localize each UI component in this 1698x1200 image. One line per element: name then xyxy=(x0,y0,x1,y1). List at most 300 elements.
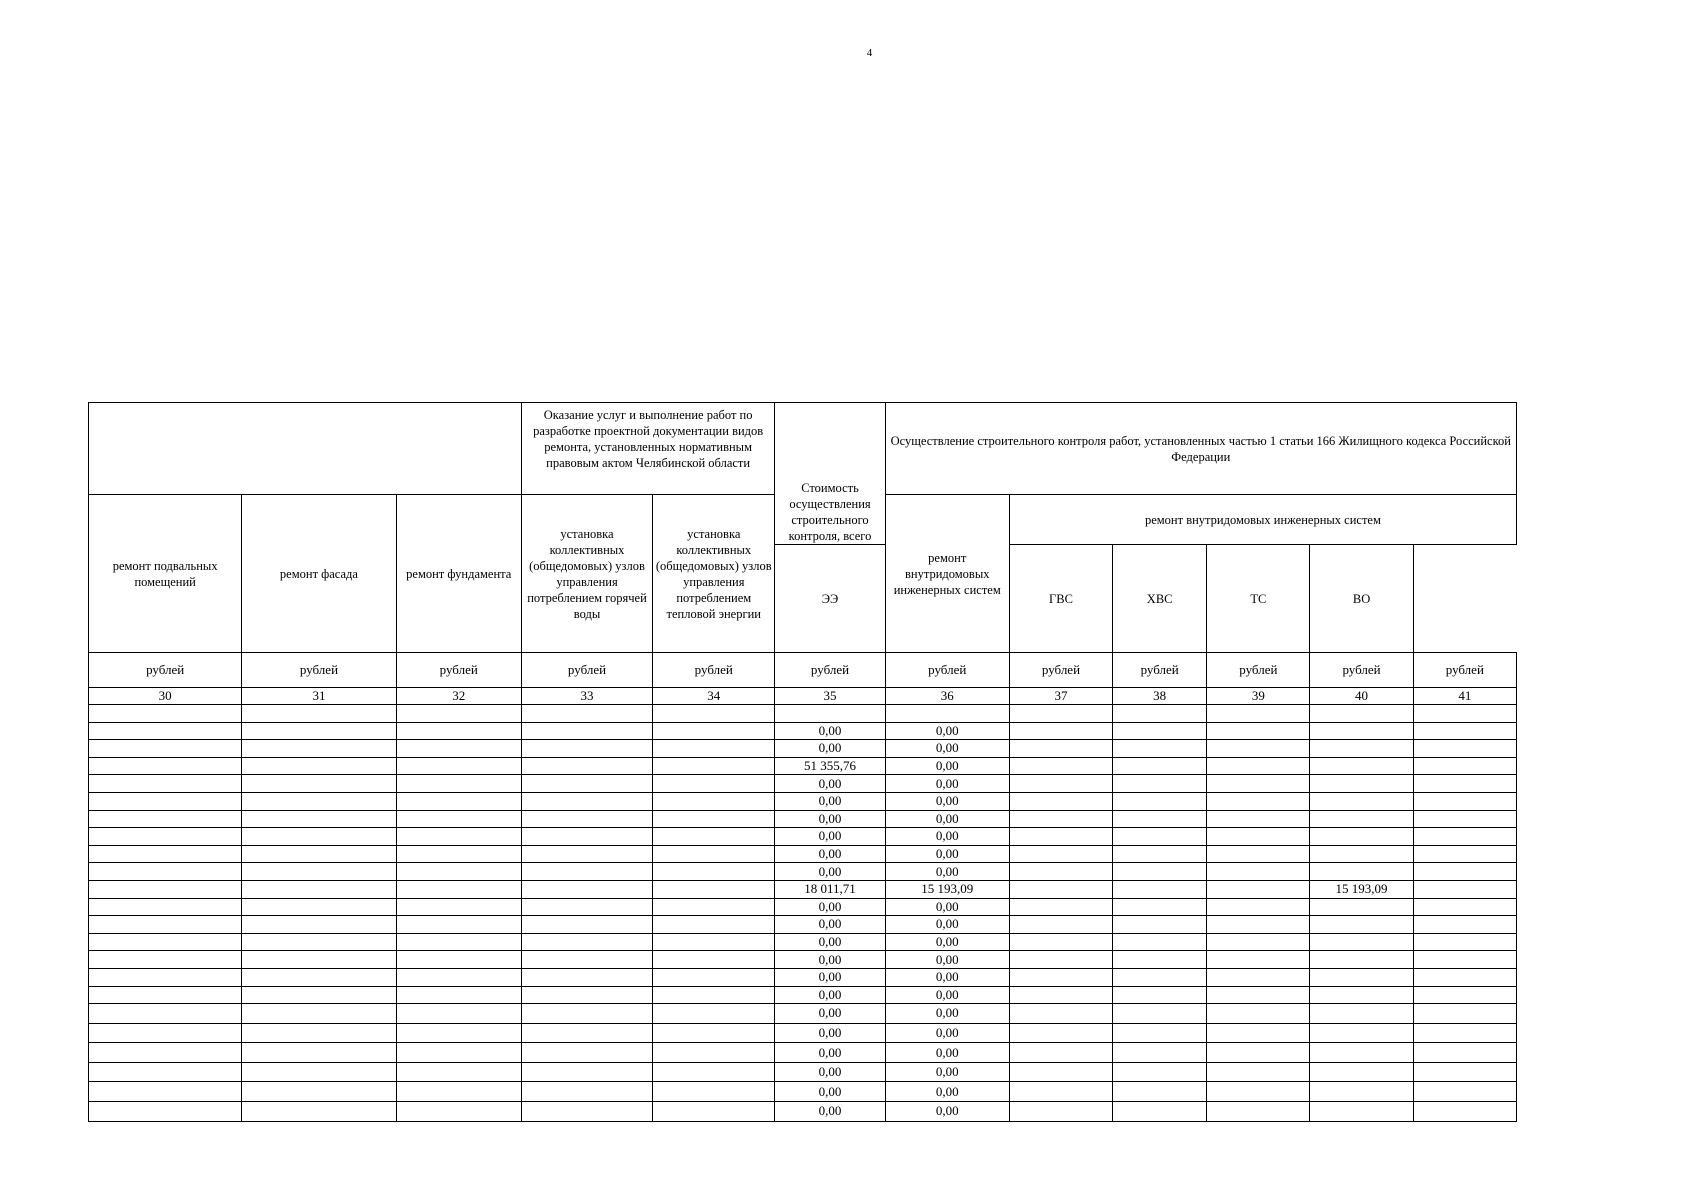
table-cell xyxy=(1009,845,1112,863)
unit-cell: рублей xyxy=(1009,653,1112,688)
table-cell: 0,00 xyxy=(775,986,885,1004)
table-cell: 0,00 xyxy=(885,863,1009,881)
table-cell xyxy=(396,740,521,758)
construction-cost-header: Стоимость осуществления строительного контроля, всего xyxy=(775,403,885,545)
table-cell xyxy=(89,810,242,828)
table-row xyxy=(89,740,1517,758)
table-cell xyxy=(242,933,396,951)
table-cell xyxy=(1310,705,1413,723)
unit-cell: рублей xyxy=(89,653,242,688)
table-cell: 0,00 xyxy=(885,916,1009,934)
table-cell xyxy=(1413,1062,1516,1082)
table-cell xyxy=(521,863,652,881)
table-cell xyxy=(1413,898,1516,916)
table-cell: 0,00 xyxy=(885,775,1009,793)
table-cell xyxy=(1113,705,1207,723)
table-cell xyxy=(1009,1102,1112,1122)
table-cell xyxy=(1009,986,1112,1004)
table-cell xyxy=(396,705,521,723)
table-cell xyxy=(1113,986,1207,1004)
table-cell xyxy=(1413,986,1516,1004)
table-cell xyxy=(89,722,242,740)
table-cell xyxy=(89,863,242,881)
table-cell xyxy=(89,740,242,758)
column-header-vo: ВО xyxy=(1310,545,1413,653)
table-cell xyxy=(1009,951,1112,969)
table-cell xyxy=(1310,1102,1413,1122)
table-cell xyxy=(1009,757,1112,775)
table-cell xyxy=(521,1082,652,1102)
control-group-header: Осуществление строительного контроля работ, установленных частью 1 статьи 166 Жилищного кодекса Российской Федерации xyxy=(885,403,1516,495)
table-cell xyxy=(396,810,521,828)
table-row xyxy=(89,722,1517,740)
table-cell xyxy=(1207,880,1310,898)
table-cell xyxy=(1413,1043,1516,1063)
table-cell xyxy=(1413,1004,1516,1024)
table-cell xyxy=(242,1004,396,1024)
table-cell xyxy=(242,1043,396,1063)
table-cell xyxy=(521,792,652,810)
table-cell xyxy=(242,722,396,740)
table-cell xyxy=(521,1043,652,1063)
table-cell xyxy=(89,1062,242,1082)
table-cell xyxy=(521,757,652,775)
column-header-heat-meter: установка коллективных (общедомовых) узлов управления потреблением тепловой энергии xyxy=(653,495,775,653)
table-cell: 0,00 xyxy=(885,968,1009,986)
table-cell xyxy=(1413,740,1516,758)
table-cell xyxy=(1310,828,1413,846)
table-cell xyxy=(1113,968,1207,986)
table-cell xyxy=(1310,810,1413,828)
table-cell: 0,00 xyxy=(775,1004,885,1024)
unit-cell: рублей xyxy=(653,653,775,688)
table-cell xyxy=(775,705,885,723)
table-cell xyxy=(653,1102,775,1122)
table-cell xyxy=(1207,1004,1310,1024)
table-cell: 51 355,76 xyxy=(775,757,885,775)
table-cell xyxy=(1009,775,1112,793)
table-cell xyxy=(242,863,396,881)
table-cell xyxy=(1009,863,1112,881)
table-cell xyxy=(1113,863,1207,881)
table-cell xyxy=(396,792,521,810)
table-cell xyxy=(89,1004,242,1024)
column-number: 40 xyxy=(1310,688,1413,705)
unit-cell: рублей xyxy=(1207,653,1310,688)
table-cell xyxy=(653,898,775,916)
table-cell: 0,00 xyxy=(885,740,1009,758)
table-cell xyxy=(1413,845,1516,863)
table-row xyxy=(89,863,1517,881)
table-cell xyxy=(1413,916,1516,934)
table-cell xyxy=(89,1023,242,1043)
table-cell xyxy=(1009,792,1112,810)
table-cell xyxy=(89,916,242,934)
table-cell xyxy=(1413,722,1516,740)
repair-cost-table xyxy=(88,402,1517,1122)
table-cell: 0,00 xyxy=(885,792,1009,810)
table-cell xyxy=(1009,1062,1112,1082)
table-cell: 0,00 xyxy=(775,863,885,881)
table-cell: 0,00 xyxy=(885,1082,1009,1102)
table-cell xyxy=(653,740,775,758)
table-cell xyxy=(89,968,242,986)
table-cell xyxy=(1113,1004,1207,1024)
table-cell xyxy=(653,1062,775,1082)
table-cell xyxy=(1207,1102,1310,1122)
table-cell xyxy=(653,916,775,934)
table-cell xyxy=(89,828,242,846)
table-cell xyxy=(1113,722,1207,740)
table-cell xyxy=(242,1082,396,1102)
table-cell xyxy=(1207,933,1310,951)
table-cell xyxy=(89,775,242,793)
table-cell: 0,00 xyxy=(775,1023,885,1043)
table-cell xyxy=(521,845,652,863)
table-cell xyxy=(396,1043,521,1063)
table-cell: 0,00 xyxy=(775,775,885,793)
table-cell xyxy=(1207,705,1310,723)
table-cell xyxy=(242,775,396,793)
table-cell xyxy=(1009,1043,1112,1063)
table-cell xyxy=(521,916,652,934)
table-cell xyxy=(396,1062,521,1082)
column-number: 34 xyxy=(653,688,775,705)
table-cell xyxy=(1207,722,1310,740)
table-cell: 0,00 xyxy=(885,1023,1009,1043)
table-cell xyxy=(1113,845,1207,863)
column-header-gvs: ГВС xyxy=(1009,545,1112,653)
table-cell xyxy=(89,792,242,810)
table-cell xyxy=(89,933,242,951)
table-cell xyxy=(1113,880,1207,898)
table-cell xyxy=(1413,1102,1516,1122)
table-row xyxy=(89,828,1517,846)
table-cell: 0,00 xyxy=(775,951,885,969)
table-cell: 0,00 xyxy=(885,1102,1009,1122)
table-cell xyxy=(1009,933,1112,951)
table-cell xyxy=(242,740,396,758)
table-cell: 18 011,71 xyxy=(775,880,885,898)
table-row xyxy=(89,1043,1517,1063)
table-cell xyxy=(396,968,521,986)
table-cell xyxy=(1207,845,1310,863)
table-cell xyxy=(1207,828,1310,846)
table-cell xyxy=(521,1023,652,1043)
table-cell: 0,00 xyxy=(885,986,1009,1004)
column-header-foundation: ремонт фундамента xyxy=(396,495,521,653)
table-cell xyxy=(521,810,652,828)
column-header-basement: ремонт подвальных помещений xyxy=(89,495,242,653)
table-row xyxy=(89,757,1517,775)
table-cell xyxy=(1310,986,1413,1004)
table-row xyxy=(89,986,1517,1004)
table-cell xyxy=(1413,968,1516,986)
table-cell: 0,00 xyxy=(775,845,885,863)
table-cell xyxy=(1413,810,1516,828)
table-cell xyxy=(1207,792,1310,810)
table-cell xyxy=(521,951,652,969)
column-numbers-row xyxy=(89,688,1517,705)
table-cell xyxy=(1310,722,1413,740)
table-cell xyxy=(653,933,775,951)
table-cell xyxy=(521,986,652,1004)
table-cell xyxy=(1009,722,1112,740)
table-row xyxy=(89,1082,1517,1102)
table-cell xyxy=(89,1082,242,1102)
table-cell: 0,00 xyxy=(885,757,1009,775)
table-cell xyxy=(89,898,242,916)
table-cell xyxy=(396,986,521,1004)
table-cell xyxy=(1207,757,1310,775)
header-blank-cell xyxy=(89,403,522,495)
table-cell xyxy=(1413,775,1516,793)
table-row xyxy=(89,1004,1517,1024)
table-cell: 0,00 xyxy=(775,1102,885,1122)
table-cell xyxy=(242,968,396,986)
column-header-facade: ремонт фасада xyxy=(242,495,396,653)
table-cell xyxy=(1113,740,1207,758)
table-cell xyxy=(89,1043,242,1063)
table-cell xyxy=(1113,898,1207,916)
table-cell xyxy=(653,828,775,846)
unit-cell: рублей xyxy=(1310,653,1413,688)
column-header-ee: ЭЭ xyxy=(775,545,885,653)
table-cell xyxy=(1207,863,1310,881)
table-cell xyxy=(396,898,521,916)
table-cell xyxy=(653,792,775,810)
unit-cell: рублей xyxy=(521,653,652,688)
table-row xyxy=(89,705,1517,723)
table-cell xyxy=(1009,968,1112,986)
table-cell xyxy=(242,880,396,898)
table-row xyxy=(89,775,1517,793)
table-cell xyxy=(1113,916,1207,934)
column-number: 32 xyxy=(396,688,521,705)
table-cell xyxy=(1009,810,1112,828)
table-cell xyxy=(653,1023,775,1043)
table-cell xyxy=(396,951,521,969)
column-header-hot-water-meter: установка коллективных (общедомовых) узлов управления потреблением горячей воды xyxy=(521,495,652,653)
table-cell xyxy=(653,775,775,793)
internal-systems-group-header: ремонт внутридомовых инженерных систем xyxy=(1009,495,1516,545)
table-cell xyxy=(396,916,521,934)
table-cell xyxy=(1207,1043,1310,1063)
table-row xyxy=(89,1102,1517,1122)
table-cell xyxy=(1413,863,1516,881)
table-row xyxy=(89,845,1517,863)
table-cell xyxy=(242,705,396,723)
table-cell: 15 193,09 xyxy=(1310,880,1413,898)
table-cell xyxy=(521,705,652,723)
table-cell xyxy=(1310,1023,1413,1043)
table-row xyxy=(89,792,1517,810)
column-number: 36 xyxy=(885,688,1009,705)
table-cell xyxy=(89,880,242,898)
table-cell xyxy=(1310,740,1413,758)
table-cell xyxy=(1009,898,1112,916)
column-number: 30 xyxy=(89,688,242,705)
table-cell: 0,00 xyxy=(885,828,1009,846)
table-cell xyxy=(1113,1082,1207,1102)
column-header-hvs: ХВС xyxy=(1113,545,1207,653)
table-cell: 0,00 xyxy=(775,916,885,934)
column-number: 38 xyxy=(1113,688,1207,705)
table-cell xyxy=(1009,1023,1112,1043)
table-cell xyxy=(242,845,396,863)
table-cell xyxy=(653,986,775,1004)
table-cell xyxy=(396,1102,521,1122)
table-cell xyxy=(1310,757,1413,775)
table-cell xyxy=(885,705,1009,723)
table-cell: 0,00 xyxy=(885,1004,1009,1024)
table-cell: 0,00 xyxy=(885,933,1009,951)
table-row xyxy=(89,810,1517,828)
table-cell xyxy=(1413,1082,1516,1102)
table-cell xyxy=(1009,1082,1112,1102)
table-cell xyxy=(242,828,396,846)
table-cell xyxy=(396,933,521,951)
table-cell xyxy=(521,880,652,898)
table-cell xyxy=(653,1004,775,1024)
table-cell: 0,00 xyxy=(885,1062,1009,1082)
unit-cell: рублей xyxy=(396,653,521,688)
table-cell xyxy=(242,792,396,810)
table-cell xyxy=(1113,810,1207,828)
column-number: 33 xyxy=(521,688,652,705)
column-number: 41 xyxy=(1413,688,1516,705)
table-cell xyxy=(653,757,775,775)
table-cell xyxy=(653,863,775,881)
table-cell xyxy=(1113,775,1207,793)
table-cell xyxy=(1310,792,1413,810)
table-cell xyxy=(89,1102,242,1122)
table-cell: 0,00 xyxy=(885,898,1009,916)
table-cell xyxy=(89,845,242,863)
table-cell xyxy=(396,775,521,793)
column-header-internal-systems: ремонт внутридомовых инженерных систем xyxy=(885,495,1009,653)
table-cell xyxy=(1207,740,1310,758)
table-row xyxy=(89,880,1517,898)
table-cell: 0,00 xyxy=(775,1043,885,1063)
table-cell: 0,00 xyxy=(775,792,885,810)
table-cell xyxy=(1113,757,1207,775)
table-cell xyxy=(396,863,521,881)
table-cell: 15 193,09 xyxy=(885,880,1009,898)
table-cell xyxy=(396,722,521,740)
table-row xyxy=(89,1062,1517,1082)
table-cell xyxy=(1413,705,1516,723)
table-cell xyxy=(1009,705,1112,723)
table-cell xyxy=(1009,740,1112,758)
table-row xyxy=(89,933,1517,951)
table-cell xyxy=(242,757,396,775)
table-cell xyxy=(242,1102,396,1122)
table-cell: 0,00 xyxy=(775,968,885,986)
page-number: 4 xyxy=(866,47,873,59)
table-cell xyxy=(1207,898,1310,916)
column-number: 39 xyxy=(1207,688,1310,705)
table-cell xyxy=(396,757,521,775)
table-row xyxy=(89,1023,1517,1043)
table-cell: 0,00 xyxy=(885,845,1009,863)
table-cell xyxy=(653,951,775,969)
table-cell xyxy=(1113,1043,1207,1063)
table-cell xyxy=(1207,916,1310,934)
table-cell xyxy=(242,1062,396,1082)
table-cell: 0,00 xyxy=(775,933,885,951)
table-cell xyxy=(1310,933,1413,951)
table-cell xyxy=(653,705,775,723)
table-cell xyxy=(242,951,396,969)
table-cell: 0,00 xyxy=(775,1062,885,1082)
table-cell xyxy=(1413,933,1516,951)
table-cell xyxy=(1413,951,1516,969)
table-cell xyxy=(521,828,652,846)
table-cell xyxy=(521,775,652,793)
table-cell xyxy=(1009,880,1112,898)
table-cell xyxy=(1207,986,1310,1004)
column-number: 31 xyxy=(242,688,396,705)
table-cell: 0,00 xyxy=(885,1043,1009,1063)
column-number: 37 xyxy=(1009,688,1112,705)
table-cell xyxy=(242,810,396,828)
unit-cell: рублей xyxy=(885,653,1009,688)
table-cell xyxy=(1207,1023,1310,1043)
table-cell xyxy=(1113,951,1207,969)
table-cell xyxy=(1310,898,1413,916)
table-cell xyxy=(396,1004,521,1024)
table-cell xyxy=(89,705,242,723)
table-cell xyxy=(653,1082,775,1102)
table-cell xyxy=(396,1082,521,1102)
table-cell: 0,00 xyxy=(775,898,885,916)
table-cell xyxy=(653,722,775,740)
table-cell xyxy=(242,898,396,916)
table-cell xyxy=(521,898,652,916)
table-cell xyxy=(653,1043,775,1063)
table-cell xyxy=(1310,863,1413,881)
table-cell xyxy=(1207,1062,1310,1082)
table-cell xyxy=(396,1023,521,1043)
table-cell xyxy=(1413,792,1516,810)
table-cell xyxy=(396,880,521,898)
table-cell xyxy=(1113,1062,1207,1082)
table-cell xyxy=(1413,880,1516,898)
table-cell xyxy=(1113,1023,1207,1043)
table-cell xyxy=(521,1004,652,1024)
unit-cell: рублей xyxy=(242,653,396,688)
table-cell: 0,00 xyxy=(885,722,1009,740)
table-cell xyxy=(89,757,242,775)
table-cell xyxy=(521,933,652,951)
table-cell xyxy=(1009,916,1112,934)
table-cell xyxy=(1113,933,1207,951)
table-cell xyxy=(653,880,775,898)
table-cell xyxy=(653,968,775,986)
table-cell xyxy=(242,1023,396,1043)
column-number: 35 xyxy=(775,688,885,705)
table-cell xyxy=(1310,845,1413,863)
column-header-ts: ТС xyxy=(1207,545,1310,653)
table-cell: 0,00 xyxy=(775,828,885,846)
table-cell xyxy=(396,845,521,863)
table-cell xyxy=(521,740,652,758)
table-cell xyxy=(521,1062,652,1082)
table-cell xyxy=(1207,951,1310,969)
table-cell xyxy=(396,828,521,846)
table-cell: 0,00 xyxy=(885,951,1009,969)
